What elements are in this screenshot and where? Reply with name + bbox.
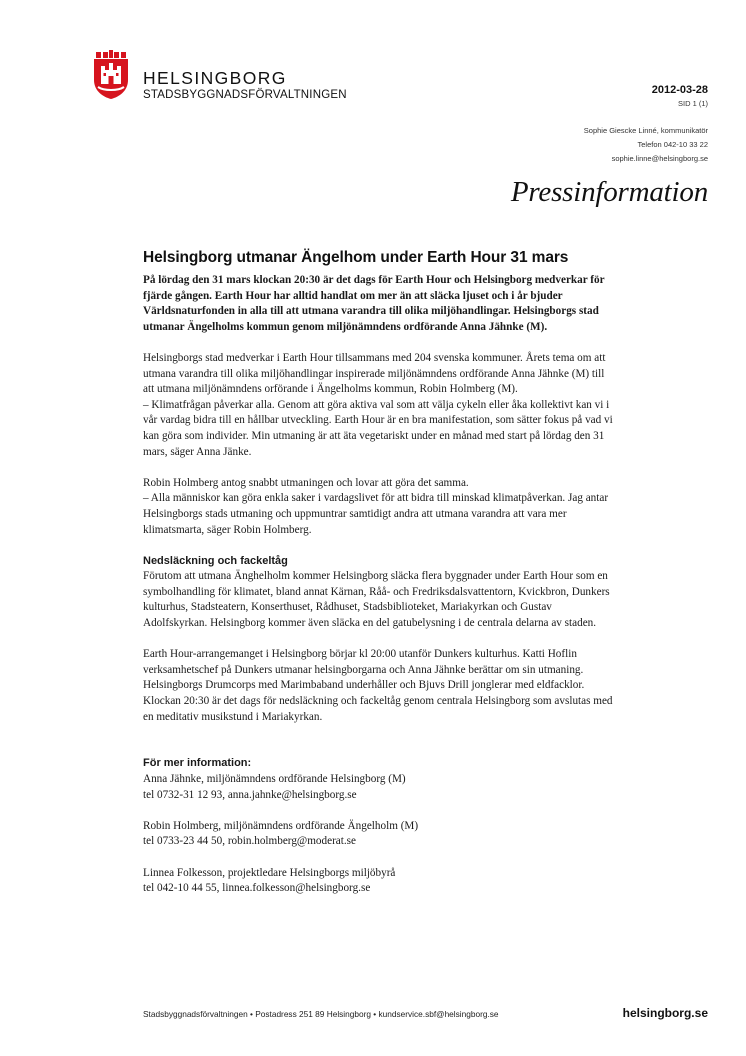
quote-robin-holmberg: – Alla människor kan göra enkla saker i vardagslivet för att bidra till minskad klimatpåverkan. Jag antar Helsingborgs stads utmaning och uppmuntrar samtidigt andra att utmana varandra att vara mer klimatsmarta, säger Robin Holmberg. — [143, 492, 609, 536]
quote-anna-jahnke: – Klimatfrågan påverkar alla. Genom att göra aktiva val som att välja cykeln eller åka kollektivt kan vi i vår vardag bidra till en hållbar utveckling. Earth Hour är en bra manifestation, som sätter fokus på vad vi kan göra som individer. Min utmaning är att äta vegetariskt under en månad med start på lördag den 31 mars, säger Anna Jänke. — [143, 398, 613, 458]
organization-name: HELSINGBORG — [143, 68, 287, 88]
contact-2-line-2: tel 0733-23 44 50, robin.holmberg@moderat.se — [143, 835, 356, 848]
contact-3-line-1: Linnea Folkesson, projektledare Helsingborgs miljöbyrå — [143, 866, 396, 879]
contact-name: Sophie Giescke Linné, kommunikatör — [583, 126, 708, 135]
contact-1-line-2: tel 0732-31 12 93, anna.jahnke@helsingborg.se — [143, 788, 357, 801]
organization-department: STADSBYGGNADSFÖRVALTNINGEN — [143, 89, 347, 101]
document-date: 2012-03-28 — [651, 84, 708, 96]
paragraph-1: Helsingborgs stad medverkar i Earth Hour tillsammans med 204 svenska kommuner. Årets tema om att utmana varandra till olika miljöhandlingar inspirerade miljönämndens ordförande Anna Jähnke (M) till att utmana miljönämndens orförande i Ängelholms kommun, Robin Holmberg (M). — [143, 351, 606, 396]
page-number: SID 1 (1) — [677, 99, 708, 108]
contact-email: sophie.linne@helsingborg.se — [611, 154, 708, 163]
paragraph-2: Robin Holmberg antog snabbt utmaningen och lovar att göra det samma. — [143, 476, 469, 489]
contact-3-line-2: tel 042-10 44 55, linnea.folkesson@helsingborg.se — [143, 882, 371, 895]
footer-website-link[interactable]: helsingborg.se — [622, 1006, 708, 1020]
lead-paragraph: På lördag den 31 mars klockan 20:30 är det dags för Earth Hour och Helsingborg medverkar för fjärde gången. Earth Hour har alltid handlat om mer än att släcka ljuset och i år bjuder Världsnaturfonden in alla till att utmana varandra till olika miljöhandlingar. Helsingborgs stad utmanar Ängelholms kommun genom miljönämndens ordförande Anna Jähnke (M). — [143, 274, 605, 333]
paragraph-4: Earth Hour-arrangemanget i Helsingborg börjar kl 20:00 utanför Dunkers kulturhus. Katti Hoflin verksamhetschef på Dunkers utmanar helsingborgarna och Anna Jähnke berättar om sin utmaning. Helsingborgs Drumcorps med Marimbaband underhåller och Bjuvs Drill jonglerar med eldfacklor. Klockan 20:30 är det dags för nedsläckning och fackeltåg genom centrala Helsingborg som avslutas med en meditativ musikstund i Mariakyrkan. — [143, 648, 613, 723]
contact-1-line-1: Anna Jähnke, miljönämndens ordförande Helsingborg (M) — [143, 773, 406, 785]
contact-2-line-1: Robin Holmberg, miljönämndens ordförande Ängelholm (M) — [143, 819, 419, 832]
headline: Helsingborg utmanar Ängelhom under Earth Hour 31 mars — [143, 249, 569, 266]
more-info-heading: För mer information: — [143, 757, 252, 770]
helsingborg-crest-icon — [92, 50, 130, 100]
footer-address: Stadsbyggnadsförvaltningen • Postadress 251 89 Helsingborg • kundservice.sbf@helsingborg.se — [143, 1009, 499, 1019]
contact-phone: Telefon 042-10 33 22 — [637, 140, 708, 149]
paragraph-3: Förutom att utmana Änghelholm kommer Helsingborg släcka flera byggnader under Earth Hour som en symbolhandling för klimatet, bland annat Kärnan, Råå- och Fredriksdalsvattentorn, Kvickbron, Dunkers kulturhus, Stadsteatern, Konserthuset, Rådhuset, Stadsbiblioteket, Mariakyrkan och Gustav Adolfskyrkan. Helsingborg kommer även släcka en del gatubelysning i de centrala delarna av staden. — [143, 570, 610, 630]
document-type-title: Pressinformation — [510, 176, 708, 208]
subheading: Nedsläckning och fackeltåg — [143, 554, 288, 567]
press-release-body — [143, 249, 613, 897]
